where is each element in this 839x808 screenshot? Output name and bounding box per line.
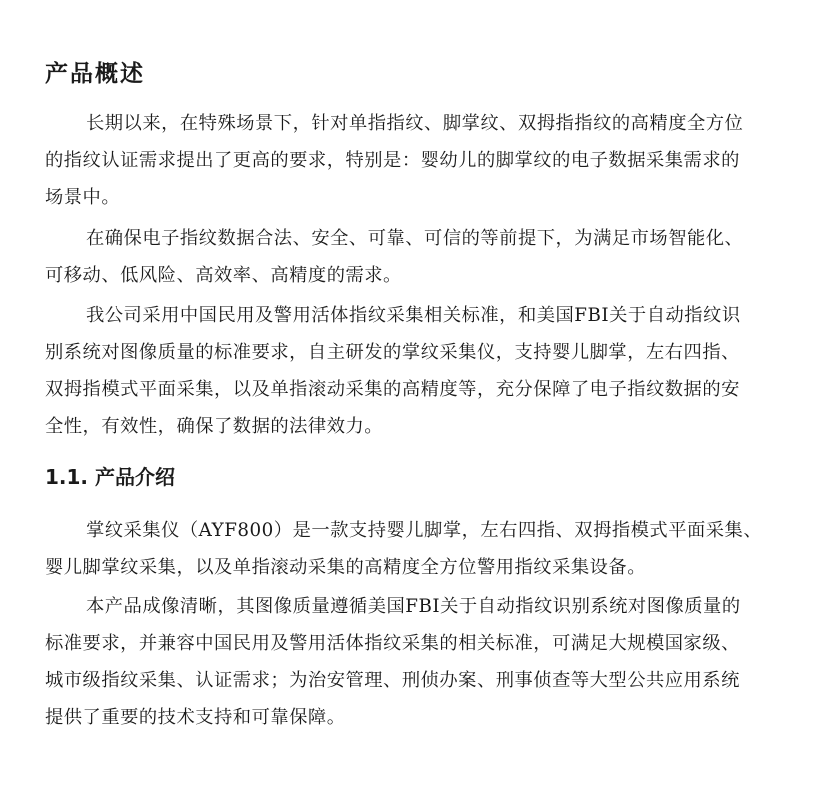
overview-paragraph-3	[45, 297, 785, 445]
text-line: 全性，有效性，确保了数据的法律效力。	[45, 416, 384, 437]
text-line: 我公司采用中国民用及警用活体指纹采集相关标准，和美国FBI关于自动指纹识	[86, 305, 741, 326]
text-line: 标准要求，并兼容中国民用及警用活体指纹采集的相关标准，可满足大规模国家级、	[45, 633, 740, 654]
overview-paragraph-2	[45, 220, 785, 294]
subsection-heading: 1.1. 产品介绍	[45, 465, 175, 489]
intro-paragraph-2	[45, 588, 785, 736]
intro-paragraph-1	[45, 512, 785, 586]
text-line: 婴儿脚掌纹采集，以及单指滚动采集的高精度全方位警用指纹采集设备。	[45, 557, 646, 578]
text-line: 提供了重要的技术支持和可靠保障。	[45, 707, 346, 728]
text-line: 可移动、低风险、高效率、高精度的需求。	[45, 265, 402, 286]
text-line: 城市级指纹采集、认证需求；为治安管理、刑侦办案、刑事侦查等大型公共应用系统	[45, 670, 740, 691]
text-line: 别系统对图像质量的标准要求，自主研发的掌纹采集仪，支持婴儿脚掌，左右四指、	[45, 342, 740, 363]
section-heading: 产品概述	[45, 61, 145, 87]
text-line: 本产品成像清晰，其图像质量遵循美国FBI关于自动指纹识别系统对图像质量的	[86, 596, 741, 617]
text-line: 在确保电子指纹数据合法、安全、可靠、可信的等前提下，为满足市场智能化、	[86, 228, 744, 249]
text-line: 掌纹采集仪（AYF800）是一款支持婴儿脚掌，左右四指、双拇指模式平面采集、	[86, 520, 763, 541]
overview-paragraph-1	[45, 105, 785, 216]
text-line: 场景中。	[45, 187, 121, 208]
text-line: 长期以来，在特殊场景下，针对单指指纹、脚掌纹、双拇指指纹的高精度全方位	[86, 113, 744, 134]
text-line: 双拇指模式平面采集，以及单指滚动采集的高精度等，充分保障了电子指纹数据的安	[45, 379, 740, 400]
text-line: 的指纹认证需求提出了更高的要求，特别是：婴幼儿的脚掌纹的电子数据采集需求的	[45, 150, 740, 171]
